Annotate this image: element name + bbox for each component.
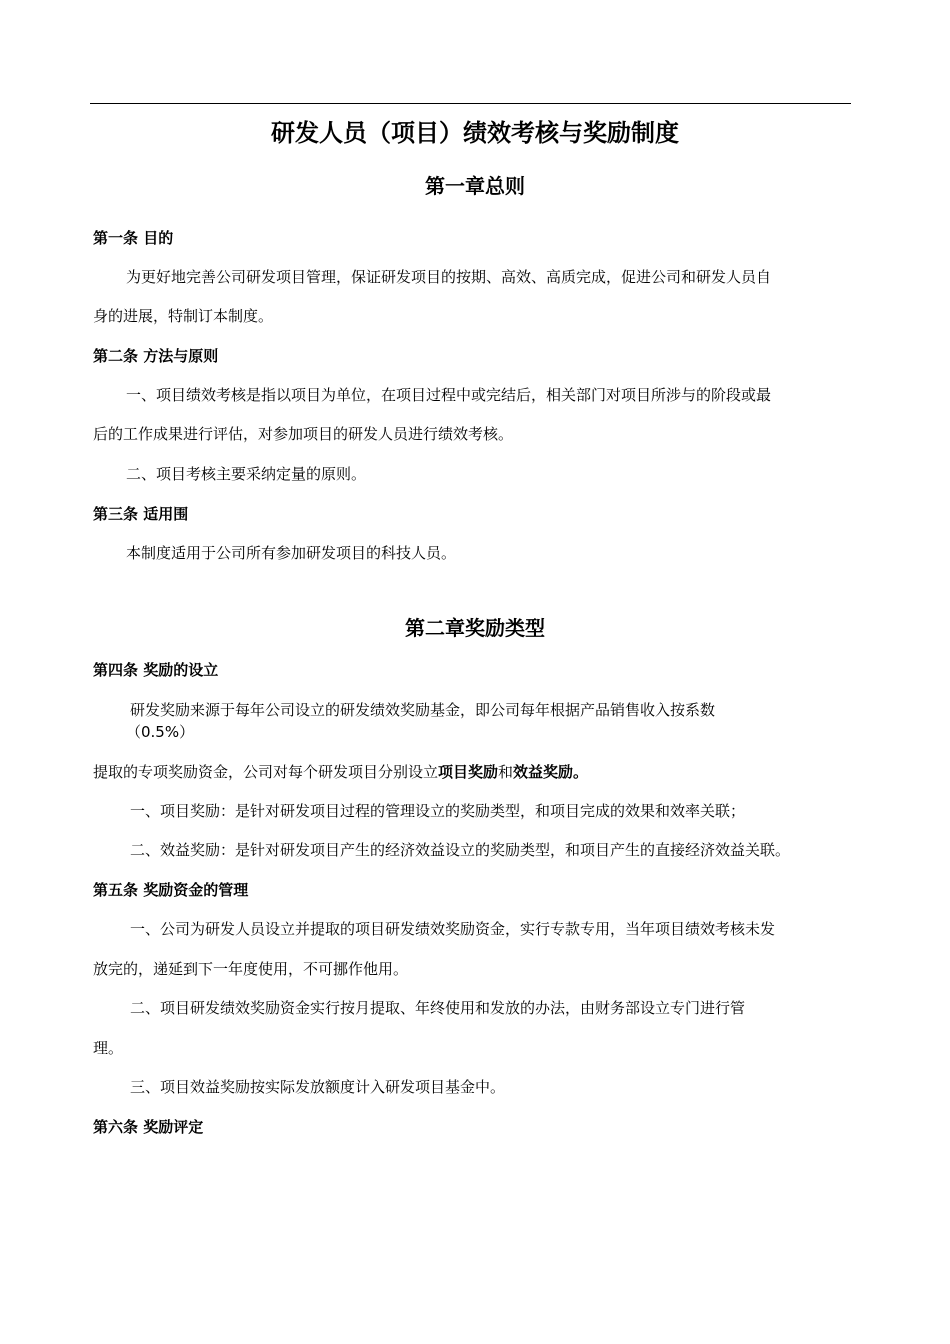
article-5-paragraph-2-line-1: 二、项目研发绩效奖励资金实行按月提取、年终使用和发放的办法，由财务部设立专门进行管 [130,999,746,1017]
article-5-paragraph-2-line-2: 理。 [93,1039,124,1057]
article-4-paragraph-2: 一、项目奖励：是针对研发项目过程的管理设立的奖励类型，和项目完成的效果和效率关联； [130,802,746,820]
article-2-paragraph-1-line-2: 后的工作成果进行评估，对参加项目的研发人员进行绩效考核。 [93,425,514,443]
article-4-paragraph-3: 二、效益奖励：是针对研发项目产生的经济效益设立的奖励类型，和项目产生的直接经济效益关联。 [130,841,791,859]
document-title: 研发人员（项目）绩效考核与奖励制度 [271,119,679,147]
article-2-heading: 第二条 方法与原则 [93,347,219,365]
article-2-paragraph-1-line-1: 一、项目绩效考核是指以项目为单位，在项目过程中或完结后，相关部门对项目所涉与的阶段或最 [126,386,772,404]
article-2-paragraph-2: 二、项目考核主要采纳定量的原则。 [126,465,367,483]
article-1-paragraph-line-2: 身的进展，特制订本制度。 [93,307,274,325]
header-rule [90,103,851,104]
article-4-line-3-text-c: 和 [498,763,514,781]
article-3-paragraph: 本制度适用于公司所有参加研发项目的科技人员。 [126,544,457,562]
article-5-paragraph-1-line-2: 放完的，递延到下一年度使用，不可挪作他用。 [93,960,409,978]
article-6-heading: 第六条 奖励评定 [93,1118,204,1136]
article-1-heading: 第一条 目的 [93,229,174,247]
article-1-paragraph-line-1: 为更好地完善公司研发项目管理，保证研发项目的按期、高效、高质完成，促进公司和研发人员自 [126,268,772,286]
project-reward-term: 项目奖励 [438,763,499,781]
article-4-paragraph-line-2: （0.5%） [126,723,195,741]
chapter-2-heading: 第二章奖励类型 [405,616,545,640]
chapter-1-heading: 第一章总则 [425,174,525,198]
article-5-paragraph-3: 三、项目效益奖励按实际发放额度计入研发项目基金中。 [130,1078,506,1096]
benefit-reward-term: 效益奖励。 [513,763,589,781]
article-4-paragraph-line-1: 研发奖励来源于每年公司设立的研发绩效奖励基金，即公司每年根据产品销售收入按系数 [130,701,716,719]
article-4-line-3-text-a: 提取的专项奖励资金，公司对每个研发项目分别设立 [93,763,439,781]
article-5-heading: 第五条 奖励资金的管理 [93,881,249,899]
article-3-heading: 第三条 适用围 [93,505,189,523]
article-4-heading: 第四条 奖励的设立 [93,661,219,679]
article-5-paragraph-1-line-1: 一、公司为研发人员设立并提取的项目研发绩效奖励资金，实行专款专用，当年项目绩效考核未发 [130,920,776,938]
article-4-paragraph-line-3 [93,762,588,782]
